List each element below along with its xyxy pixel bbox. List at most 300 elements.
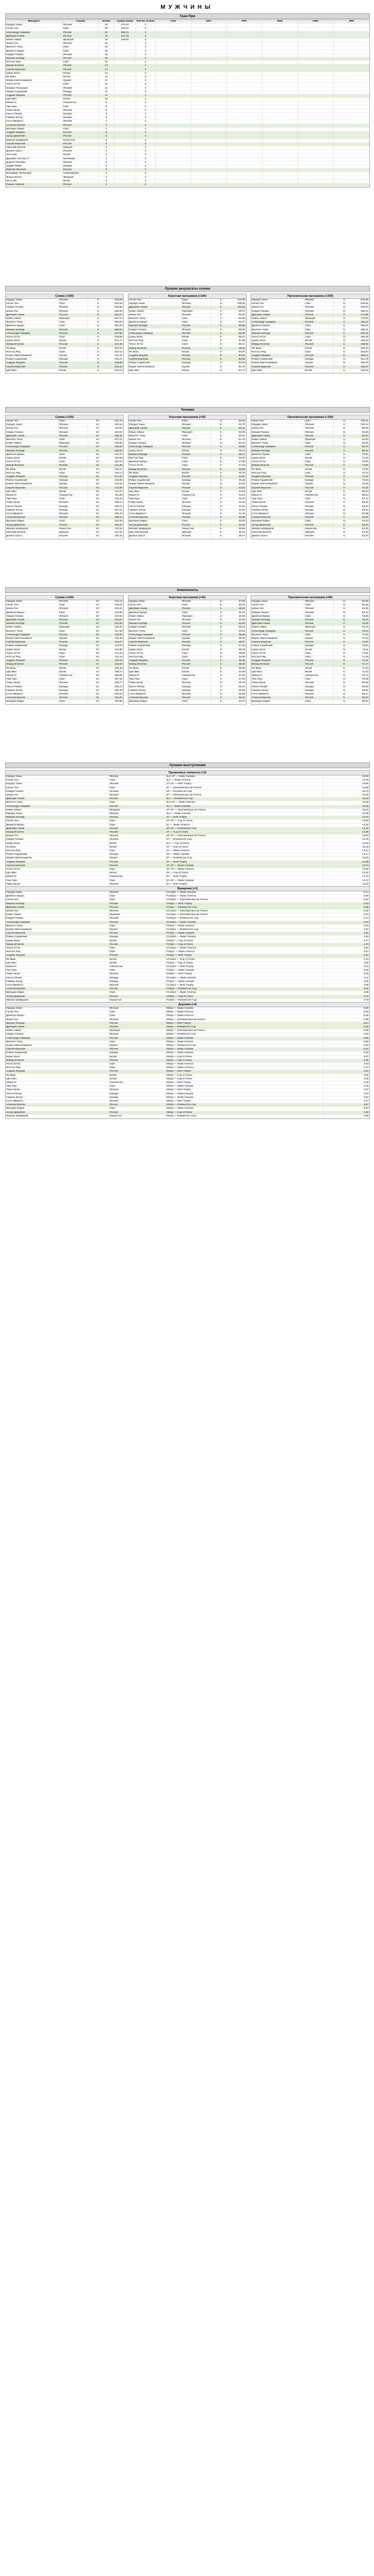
table-cell: США (109, 879, 166, 883)
table-cell: Цян Мин (128, 369, 181, 372)
table-cell (262, 79, 298, 83)
table-cell: CSSp4 — Cup of China (166, 995, 323, 998)
table-cell: 10 (88, 600, 100, 604)
table-cell (262, 53, 298, 57)
table-cell: 10 (88, 449, 100, 453)
table-cell (298, 131, 333, 135)
table-cell: Брендан Кирри (251, 520, 304, 523)
table-row (6, 42, 369, 46)
table-cell: Россия (62, 124, 99, 127)
table-cell: Шома Уно (128, 619, 181, 622)
table-cell (155, 61, 191, 64)
table-cell (191, 131, 226, 135)
table-cell: Китай (181, 670, 210, 674)
table-cell: Кэйдзи Танака (6, 838, 109, 842)
table-cell: 10 (88, 645, 100, 648)
table-cell (298, 179, 333, 183)
table-cell: 5 (334, 513, 346, 516)
table-cell: Мэттью Рид (6, 471, 58, 475)
table-cell (226, 139, 262, 142)
table-cell: Япония (181, 442, 210, 446)
table-cell: Ческо Оттаг (128, 652, 181, 655)
table-cell: Китай (58, 369, 88, 372)
table-cell: Япония (181, 302, 210, 306)
table-row (251, 652, 369, 655)
table-row (6, 471, 123, 475)
table-cell: Узбекистан (304, 494, 334, 498)
table-cell: 5 (88, 321, 100, 325)
table-row (6, 527, 123, 531)
table-cell: 5 (334, 468, 346, 471)
table-cell: Морис Квителашвили (251, 637, 304, 641)
table-cell: Роман Садовский (6, 645, 58, 648)
table-cell: 67,12 (346, 498, 369, 501)
table-row (6, 794, 369, 798)
table-cell: 5 (210, 622, 222, 626)
table-cell: Кевин Аймоз (6, 39, 62, 42)
table-row (128, 697, 246, 700)
table-cell: США (109, 895, 166, 899)
table-cell (191, 68, 226, 72)
table-cell: Александр Самарин (128, 332, 181, 335)
table-row (6, 64, 369, 68)
table-cell: Артур Даниелян (251, 523, 304, 527)
table-cell: Сергей Воронов (128, 358, 181, 362)
table-cell: Тёма Нагаи (6, 973, 109, 976)
table-cell: Алексей Ерохов (251, 516, 304, 520)
table-cell (262, 105, 298, 109)
table-cell: Россия (304, 486, 334, 490)
table-cell (226, 150, 262, 154)
table-cell: 116,92 (100, 633, 123, 637)
table-cell: 5 (334, 325, 346, 328)
table-row (6, 1096, 369, 1099)
table-cell: StSq4 — Rostelecom Cup (166, 1026, 323, 1029)
table-row (251, 321, 369, 325)
table-cell: Россия (181, 659, 210, 663)
table-cell: 5 (210, 697, 222, 700)
table-row (6, 906, 369, 909)
table-cell: 5 (334, 600, 346, 604)
table-cell: Натан Чен (6, 302, 58, 306)
table-cell: Морис Квителашвили (251, 483, 304, 486)
table-row (6, 168, 369, 172)
table-cell: Ческо Оттаг (6, 947, 109, 951)
table-cell: 38,35 (222, 667, 246, 670)
table-cell: Франция (58, 442, 88, 446)
table-cell: Россия (62, 94, 99, 98)
table-cell: 4T — NHK Trophy (166, 816, 323, 820)
table-cell: Дмитрий Алиев (6, 35, 62, 38)
table-cell: 5 (88, 350, 100, 354)
table-row (128, 306, 246, 310)
table-cell: 3A — Skate America (166, 823, 323, 827)
table-row (6, 1104, 369, 1107)
table-cell (226, 76, 262, 79)
table-cell (333, 42, 369, 46)
table-cell (191, 154, 226, 157)
table-cell: 2 (136, 135, 155, 139)
table-cell: 4T — Rostelecom Cup (166, 857, 323, 860)
table-cell: США (304, 656, 334, 659)
table-cell (262, 72, 298, 75)
table-row (6, 520, 123, 523)
table-row (251, 513, 369, 516)
table-cell (333, 142, 369, 146)
table-cell (114, 68, 136, 72)
table-cell: Япония (62, 120, 99, 124)
table-row (6, 1070, 369, 1074)
table-cell (298, 76, 333, 79)
table-cell: 51,76 (222, 438, 246, 442)
table-cell: Россия (181, 332, 210, 335)
table-cell: 66,42 (346, 505, 369, 509)
table-cell: Михаил Шайдоров (6, 527, 58, 531)
column-header: Фигурист (6, 20, 62, 24)
table-cell: 2 (136, 94, 155, 98)
table-row (251, 438, 369, 442)
table-cell: 116,05 (100, 479, 123, 483)
table-cell: Миша Ге (128, 494, 181, 498)
table-row (251, 693, 369, 697)
table-cell (298, 27, 333, 31)
table-cell: США (304, 700, 334, 704)
table-cell: Тим Таун (6, 498, 58, 501)
table-cell (191, 120, 226, 124)
table-row (6, 1022, 369, 1025)
table-cell: Япония (58, 427, 88, 431)
page-title: МУЖЧИНЫ (160, 4, 214, 10)
table-cell (114, 87, 136, 90)
table-row (251, 446, 369, 449)
table-cell: 4,18 (323, 1085, 369, 1089)
table-cell: 38,48 (222, 633, 246, 637)
table-cell: Россия (304, 354, 334, 358)
table-cell: Япония (304, 427, 334, 431)
table-row (6, 35, 369, 38)
table-row (128, 358, 246, 362)
table-cell: Япония (109, 790, 166, 793)
table-cell: Китай (304, 648, 334, 652)
table-cell: США (109, 823, 166, 827)
table-cell (226, 49, 262, 53)
table-cell: Юдзуру Ханю (251, 600, 304, 604)
table-cell: 5 (334, 332, 346, 335)
table-cell: 5 (210, 523, 222, 527)
table-cell: Шома Уно (128, 313, 181, 317)
table-cell (226, 98, 262, 101)
table-cell: Франция (181, 431, 210, 434)
table-cell: 5 (210, 490, 222, 494)
table-cell: Андрей Лазукин (251, 354, 304, 358)
table-cell (333, 64, 369, 68)
table-cell (191, 105, 226, 109)
table-cell: 40,53 (222, 520, 246, 523)
table-cell: Россия (181, 641, 210, 645)
table-cell: 12,17 (323, 879, 369, 883)
table-row (6, 1089, 369, 1092)
table-cell: Ческо Оттаг (128, 464, 181, 468)
table-row (128, 420, 246, 423)
table-cell: 10 (88, 468, 100, 471)
table-cell: 5 (88, 336, 100, 340)
table-cell: 4T+3T — Rostelecom Cup (166, 827, 323, 831)
table-cell (191, 83, 226, 87)
table-cell: США (58, 611, 88, 615)
table-cell: США (109, 850, 166, 853)
table-cell (298, 105, 333, 109)
block-title: Произвольная программа (+100) (251, 415, 369, 420)
table-cell: 4T — Cup of China (166, 831, 323, 835)
table-cell: Мэттью Рид (6, 850, 109, 853)
table-row (6, 321, 123, 325)
table-cell: 4,31 (323, 965, 369, 969)
table-cell: 5 (334, 626, 346, 630)
table-cell (226, 113, 262, 116)
table-cell (333, 139, 369, 142)
table-cell: Морис Квителашвили (6, 1044, 109, 1048)
table-cell (226, 105, 262, 109)
table-cell (155, 35, 191, 38)
table-cell: Кэйдзи Танака (128, 328, 181, 332)
table-cell: 239,06 (100, 336, 123, 340)
table-cell: США (181, 611, 210, 615)
table-cell: 15 (99, 61, 114, 64)
table-cell: 5 (210, 431, 222, 434)
table-cell: 226,13 (100, 369, 123, 372)
table-cell: Канада (58, 479, 88, 483)
table-cell: 43,61 (222, 494, 246, 498)
table-cell: 4,84 (323, 936, 369, 939)
table-cell (262, 109, 298, 112)
table-cell: Канада (109, 1096, 166, 1099)
table-cell: 68,84 (346, 700, 369, 704)
table-cell: Япония (109, 1100, 166, 1104)
table-cell: Цян Мин (251, 670, 304, 674)
table-cell: Канада (181, 645, 210, 648)
table-cell: 2 (136, 161, 155, 164)
table-row (6, 332, 123, 335)
table-cell: 4,18 (323, 973, 369, 976)
table-cell: 4,64 (323, 947, 369, 951)
table-cell: 113,27 (100, 490, 123, 494)
table-cell (226, 101, 262, 105)
table-cell: Цян Мин (128, 670, 181, 674)
table-cell: 5 (210, 527, 222, 531)
table-cell: Россия (181, 516, 210, 520)
table-cell: Михаил Коляда (6, 816, 109, 820)
table-cell: США (58, 678, 88, 682)
table-cell (191, 142, 226, 146)
table-cell: США (58, 438, 88, 442)
table-cell (333, 116, 369, 120)
table-cell: 7 (99, 124, 114, 127)
table-cell (114, 49, 136, 53)
table-cell: 121,35 (100, 464, 123, 468)
table-cell (191, 31, 226, 35)
table-cell: StSq4 — Internationaux de France (166, 1018, 323, 1022)
table-cell (226, 157, 262, 161)
table-cell: 10 (88, 490, 100, 494)
table-cell: Ченг Бэй (6, 154, 62, 157)
table-cell (114, 76, 136, 79)
table-cell (333, 109, 369, 112)
table-cell: Сота Ямамото (6, 984, 109, 988)
table-cell: 10 (88, 531, 100, 535)
table-cell: 34,72 (222, 700, 246, 704)
table-cell: Сота Ямамото (6, 693, 58, 697)
table-cell: Морис Квителашвили (6, 637, 58, 641)
table-cell: 28 (99, 24, 114, 27)
ranking-table (6, 420, 123, 539)
table-cell: 2 (136, 35, 155, 38)
table-cell: США (109, 1011, 166, 1014)
table-row (128, 471, 246, 475)
table-cell (155, 24, 191, 27)
table-cell: Артур Даниелян (6, 1111, 109, 1114)
table-cell: 40,94 (222, 630, 246, 633)
table-cell (333, 72, 369, 75)
table-cell: Джейсон Браун (251, 325, 304, 328)
table-cell: Россия (109, 1026, 166, 1029)
table-cell: Сота Ямамото (6, 1100, 109, 1104)
table-cell (262, 87, 298, 90)
table-cell: Грузия (58, 354, 88, 358)
table-cell: Канада (181, 362, 210, 365)
table-cell (262, 120, 298, 124)
table-row (6, 61, 369, 64)
table-cell: Ческо Оттаг (128, 343, 181, 347)
table-cell: 5 (210, 434, 222, 438)
table-cell: Винсент Чжоу (251, 442, 304, 446)
table-cell: Цзинь Боян (251, 340, 304, 343)
table-cell (298, 168, 333, 172)
table-cell: 92,60 (346, 431, 369, 434)
table-cell: Ян Вань (6, 1074, 109, 1077)
table-cell: Китай (304, 369, 334, 372)
table-row (6, 674, 123, 678)
table-cell: 13 (99, 72, 114, 75)
table-cell: Кевин Аймоз (6, 913, 109, 917)
table-cell: 42,86 (222, 619, 246, 622)
table-cell: Тим Таун (128, 678, 181, 682)
table-cell: 5 (334, 670, 346, 674)
table-cell: Михаил Коляда (128, 453, 181, 456)
table-row (251, 302, 369, 306)
table-row (128, 468, 246, 471)
table-cell: Россия (109, 864, 166, 868)
table-cell (262, 46, 298, 49)
table-cell: 62,73 (222, 423, 246, 427)
table-row (128, 476, 246, 479)
table-cell: 5,24 (323, 913, 369, 917)
table-cell: 4,05 (323, 980, 369, 984)
table-cell: 5 (210, 336, 222, 340)
table-cell: Кэйдзи Танака (6, 917, 109, 921)
table-cell (191, 139, 226, 142)
table-cell: 104,56 (100, 520, 123, 523)
table-row (6, 641, 123, 645)
table-cell (262, 172, 298, 176)
table-cell: 5 (210, 317, 222, 321)
table-cell: Михаил Коляда (251, 332, 304, 335)
table-cell: Мэттью Рид (6, 951, 109, 954)
table-cell: Тим Таун (128, 498, 181, 501)
table-cell: 4,25 (323, 969, 369, 973)
table-cell: 5 (334, 479, 346, 483)
table-cell: 61,67 (346, 535, 369, 538)
table-cell: 43,66 (222, 615, 246, 618)
table-cell: Франция (304, 626, 334, 630)
table-cell: Россия (58, 332, 88, 335)
table-cell: Цзинь Боян (6, 340, 58, 343)
table-cell: 46,76 (222, 604, 246, 607)
table-cell: 15,42 (323, 798, 369, 801)
table-cell: 64,98 (346, 513, 369, 516)
table-cell: 5 (334, 604, 346, 607)
table-cell (114, 127, 136, 131)
table-row (6, 976, 369, 980)
table-cell: Япония (62, 42, 99, 46)
table-cell: Александр Самарин (6, 633, 58, 637)
table-cell: Натан Чен (251, 604, 304, 607)
table-cell (155, 42, 191, 46)
table-cell: 16,90 (323, 783, 369, 786)
table-cell: 37,03 (222, 678, 246, 682)
table-row (6, 670, 123, 674)
table-cell (333, 150, 369, 154)
table-row (6, 965, 369, 969)
table-cell (191, 49, 226, 53)
table-cell: Япония (109, 891, 166, 895)
table-cell: Сота Ямамото (251, 513, 304, 516)
table-cell: 93,85 (222, 317, 246, 321)
table-cell: 4S — Skate Canada (166, 853, 323, 857)
table-cell: Алексей Ерохов (6, 697, 58, 700)
table-cell (226, 24, 262, 27)
table-cell: Грузия (181, 365, 210, 369)
table-cell: 5 (334, 438, 346, 442)
table-row (128, 678, 246, 682)
table-cell: Сота Ямамото (128, 513, 181, 516)
table-cell (155, 135, 191, 139)
table-cell: Шома Уно (6, 1018, 109, 1022)
table-cell: Юдзуру Ханю (128, 302, 181, 306)
table-row (128, 313, 246, 317)
table-cell: FCSSp4 — Rostelecom Cup (166, 917, 323, 921)
table-cell: StSq3 — Cup of China (166, 1077, 323, 1081)
table-row (6, 682, 123, 685)
table-cell: Цян Мин (6, 369, 58, 372)
table-cell: Николай Беляев (251, 531, 304, 535)
table-cell: 48,71 (222, 453, 246, 456)
table-cell: Россия (181, 697, 210, 700)
table-cell: CSSp4 — NHK Trophy (166, 902, 323, 906)
table-cell: Китай (304, 490, 334, 494)
table-cell: Юдзуру Ханю (6, 812, 109, 816)
table-row (6, 786, 369, 790)
table-cell: 107,21 (100, 509, 123, 512)
table-cell: Россия (181, 468, 210, 471)
table-cell: Япония (109, 984, 166, 988)
table-row (251, 645, 369, 648)
table-cell: Россия (62, 183, 99, 187)
table-cell: 115,42 (100, 483, 123, 486)
table-cell: 10 (88, 434, 100, 438)
table-cell: Узбекистан (109, 965, 166, 969)
table-row (128, 317, 246, 321)
table-cell (155, 139, 191, 142)
